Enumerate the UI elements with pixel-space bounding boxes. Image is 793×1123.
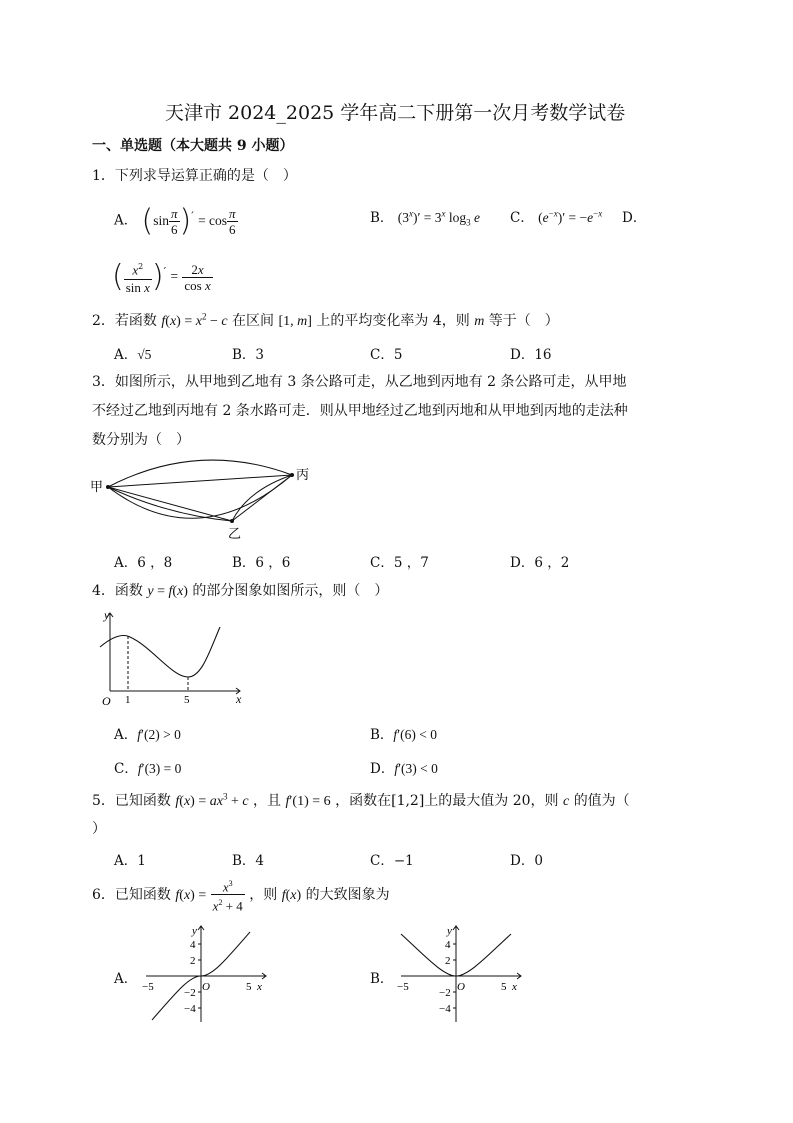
- q4-option-d[interactable]: [370, 757, 438, 777]
- q6-function: f(x) =: [175, 887, 207, 903]
- q3-node-jia: [106, 485, 110, 489]
- q4-tick-5: 5: [184, 694, 190, 706]
- q3-option-b[interactable]: B．6 ，6: [232, 555, 291, 571]
- q4-option-b-formula: f′(6) < 0: [393, 727, 437, 742]
- q6b-label-2: 2: [445, 955, 451, 967]
- q6a-y-label: y: [192, 925, 197, 937]
- q1-stem: 1．下列求导运算正确的是（ ）: [92, 168, 297, 184]
- q4-curve: [100, 627, 220, 677]
- q6b-label-m5: −5: [397, 981, 409, 993]
- q6-stem: [92, 876, 390, 914]
- q4-option-a-formula: f′(2) > 0: [137, 727, 181, 742]
- q2-option-c[interactable]: C．5: [370, 347, 403, 363]
- q5-stem-prefix: 5．已知函数: [92, 793, 171, 809]
- q3-road-3: [232, 475, 292, 521]
- q3-label-bing: 丙: [296, 467, 310, 482]
- q6a-label-5: 5: [246, 981, 252, 993]
- q2-interval: [1, m]: [278, 314, 312, 329]
- q5-stem: [92, 790, 630, 810]
- q3-direct-line: [108, 475, 292, 487]
- q6a-x-label: x: [257, 981, 262, 993]
- q3-label-yi: 乙: [228, 526, 242, 541]
- q1-option-a[interactable]: [114, 196, 238, 241]
- q1-option-d-formula: ( $\frac{x^2}{\text{sin x}}$ )′ = $\frac{2x}{\text{cos x}}$: [112, 259, 211, 295]
- q6-option-a-label[interactable]: A．: [114, 971, 138, 987]
- section-header: 一、单选题（本大题共 9 小题）: [92, 138, 294, 154]
- q5-stem-mid: ，函数在[1,2]上的最大值为 20，则: [335, 793, 559, 809]
- q2-stem-tail: 上的平均变化率为 4，则: [316, 313, 470, 329]
- q5-derivative-condition: f′(1) = 6: [285, 794, 331, 809]
- q2-option-a-value: √5: [137, 347, 152, 362]
- q6b-label-5: 5: [501, 981, 507, 993]
- q3-stem-line-1: 3．如图所示，从甲地到乙地有 3 条公路可走，从乙地到丙地有 2 条公路可走，从甲地: [92, 374, 627, 390]
- q4-option-a[interactable]: [114, 723, 181, 743]
- q6a-label-m5: −5: [142, 981, 154, 993]
- q6-stem-prefix: 6．已知函数: [92, 886, 171, 903]
- q1-option-c-formula: $(e^{-x})' = -e^{-x}$: [538, 208, 603, 225]
- q2-stem-prefix: 2．若函数: [92, 313, 157, 329]
- page-title: 天津市 2024_2025 学年高二下册第一次月考数学试卷: [165, 102, 626, 124]
- q3-upper-arc: [108, 460, 292, 487]
- q4-option-c[interactable]: [114, 757, 181, 777]
- q4-function-graph: [92, 605, 252, 710]
- q5-variable-c: c: [563, 794, 570, 809]
- q4-stem-suffix: 的部分图象如图所示，则（ ）: [192, 583, 389, 599]
- q2-stem-end: 等于（ ）: [488, 313, 559, 329]
- q4-option-c-formula: f′(3) = 0: [137, 761, 182, 776]
- q2-function: $f(x) = x^2 - c$: [161, 311, 228, 329]
- q4-axis-y-label: y: [104, 608, 110, 622]
- q3-option-d[interactable]: D．6 ，2: [510, 555, 570, 571]
- q1-option-d-label[interactable]: D．: [622, 210, 647, 226]
- q3-option-c[interactable]: C．5 ，7: [370, 555, 429, 571]
- q4-function: y = f(x): [147, 584, 188, 599]
- q6b-y-label: y: [447, 925, 452, 937]
- q2-option-b[interactable]: B．3: [232, 347, 265, 363]
- q4-origin-label: O: [102, 694, 111, 708]
- q6a-label-m4: −4: [184, 1003, 196, 1015]
- q5-stem-close: ）: [92, 821, 106, 837]
- q4-option-d-label: D．: [370, 761, 395, 777]
- q5-option-a[interactable]: A．1: [114, 853, 146, 869]
- q1-option-b-label: B．: [370, 210, 394, 226]
- q3-option-a[interactable]: A．6 ，8: [114, 555, 173, 571]
- q6b-origin: O: [457, 981, 465, 993]
- q6b-label-4: 4: [445, 939, 451, 951]
- q6a-label-m2: −2: [184, 987, 196, 999]
- q4-option-d-formula: f′(3) < 0: [394, 761, 438, 776]
- q2-option-a-label: A．: [114, 347, 138, 363]
- q3-route-diagram: [88, 455, 318, 545]
- q2-variable-m: m: [474, 314, 485, 329]
- q6b-label-m2: −2: [439, 987, 451, 999]
- q5-option-d[interactable]: D．0: [510, 853, 543, 869]
- q2-stem-mid: 在区间: [232, 313, 275, 329]
- q3-stem-line-3: 数分别为（ ）: [92, 432, 190, 448]
- q6a-origin: O: [202, 981, 210, 993]
- q3-node-yi: [230, 519, 234, 523]
- q3-label-jia: 甲: [90, 479, 104, 494]
- q6a-label-4: 4: [190, 939, 196, 951]
- q5-option-c[interactable]: C．−1: [370, 853, 414, 869]
- q6-option-b-label[interactable]: B．: [370, 971, 394, 987]
- q1-option-c-label: C．: [510, 210, 534, 226]
- q6b-label-m4: −4: [439, 1003, 451, 1015]
- q4-option-b[interactable]: [370, 723, 437, 743]
- q6-stem-mid: ，则: [249, 886, 278, 903]
- q4-tick-1: 1: [125, 694, 131, 706]
- q1-option-b-formula: $(3^x)' = 3^x$ $\log_3 e$: [397, 208, 481, 228]
- q4-option-b-label: B．: [370, 727, 394, 743]
- q4-option-a-label: A．: [114, 727, 138, 743]
- q6b-x-label: x: [512, 981, 517, 993]
- q1-option-a-formula: (sin $\frac{\pi}{6}$ )′ = cos $\frac{\pi}{6}$: [141, 203, 236, 238]
- q5-function: $f(x) = ax^3 + c$: [175, 791, 249, 809]
- q3-node-bing: [290, 473, 294, 477]
- q6-option-b-graph[interactable]: [393, 920, 528, 1025]
- q5-option-b[interactable]: B．4: [232, 853, 265, 869]
- q2-option-d[interactable]: D．16: [510, 347, 552, 363]
- q4-stem: [92, 580, 388, 600]
- q6-fx: f(x): [281, 887, 302, 903]
- q5-stem-and: ，且: [253, 793, 282, 809]
- q6-fraction: $\frac{x^3}{x^2 + 4}$: [211, 876, 245, 914]
- q1-option-c[interactable]: [510, 206, 602, 226]
- q6a-label-2: 2: [190, 955, 196, 967]
- q3-stem-line-2: 不经过乙地到丙地有 2 条水路可走．则从甲地经过乙地到丙地和从甲地到丙地的走法种: [92, 403, 628, 419]
- q5-stem-end: 的值为（: [573, 793, 630, 809]
- q2-option-a[interactable]: [114, 343, 151, 363]
- q6-stem-suffix: 的大致图象为: [305, 886, 390, 903]
- q2-stem: [92, 310, 559, 330]
- q6-option-a-graph[interactable]: [138, 920, 273, 1025]
- q1-option-a-label: A．: [114, 212, 138, 229]
- q4-axis-x-label: x: [236, 692, 242, 706]
- q4-stem-prefix: 4．函数: [92, 583, 143, 599]
- q4-option-c-label: C．: [114, 761, 138, 777]
- q1-option-b[interactable]: [370, 206, 480, 228]
